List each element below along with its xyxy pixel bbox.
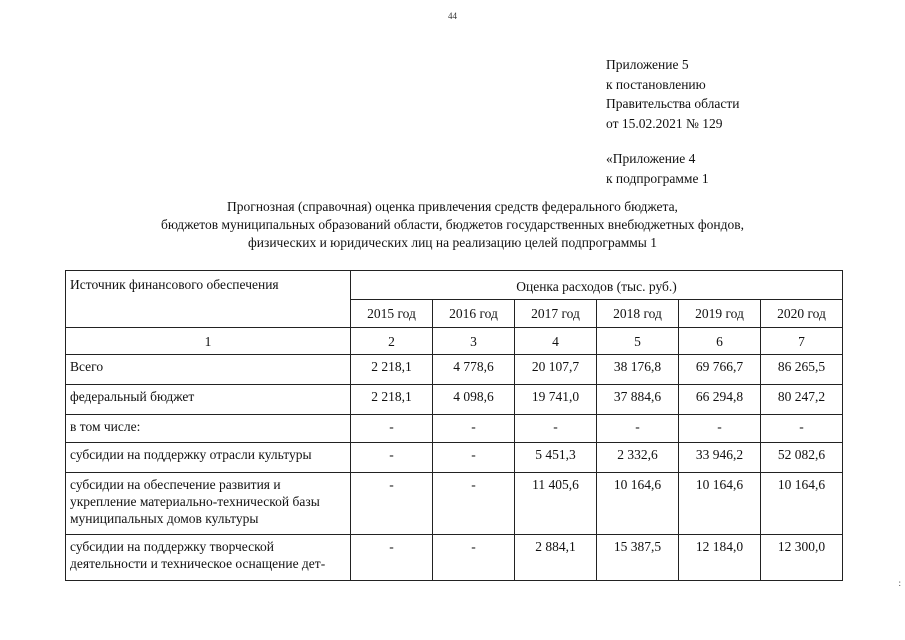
- row-label: федеральный бюджет: [66, 385, 351, 415]
- cell-value: 20 107,7: [515, 355, 597, 385]
- cell-value: 52 082,6: [761, 443, 843, 473]
- row-label: Всего: [66, 355, 351, 385]
- column-number: 1: [66, 328, 351, 355]
- expense-group-header: Оценка расходов (тыс. руб.): [351, 271, 843, 300]
- year-header: 2015 год: [351, 300, 433, 328]
- column-number-row: [66, 328, 843, 355]
- page-number: 44: [448, 11, 457, 21]
- appendix-line: Приложение 5: [606, 57, 689, 72]
- row-label: субсидии на поддержку отрасли культуры: [66, 443, 351, 473]
- cell-value: 15 387,5: [597, 535, 679, 581]
- cell-value: 12 300,0: [761, 535, 843, 581]
- column-number: 5: [597, 328, 679, 355]
- cell-value: 69 766,7: [679, 355, 761, 385]
- cell-value: 19 741,0: [515, 385, 597, 415]
- title-line: бюджетов муниципальных образований области, бюджетов государственных внебюджетных фондов,: [160, 217, 745, 232]
- cell-value: 10 164,6: [679, 473, 761, 535]
- cell-value: -: [597, 415, 679, 443]
- cell-value: 2 332,6: [597, 443, 679, 473]
- cell-value: 86 265,5: [761, 355, 843, 385]
- cell-value: -: [351, 415, 433, 443]
- cell-value: 12 184,0: [679, 535, 761, 581]
- appendix-line: к постановлению: [606, 76, 706, 92]
- cell-value: 37 884,6: [597, 385, 679, 415]
- cell-value: 66 294,8: [679, 385, 761, 415]
- cell-value: 11 405,6: [515, 473, 597, 535]
- table-row: [66, 415, 843, 443]
- column-number: 3: [433, 328, 515, 355]
- cell-value: 2 218,1: [351, 355, 433, 385]
- column-number: 6: [679, 328, 761, 355]
- table-row: [66, 385, 843, 415]
- title-line: Прогнозная (справочная) оценка привлечения средств федерального бюджета,: [227, 199, 678, 214]
- table-header-row: [66, 271, 843, 300]
- table-row: [66, 473, 843, 535]
- cell-value: -: [515, 415, 597, 443]
- row-label: субсидии на обеспечение развития и укрепление материально-технической базы муниципальных домов культуры: [66, 473, 351, 535]
- cell-value: -: [351, 443, 433, 473]
- table-row: [66, 355, 843, 385]
- document-title: [0, 198, 905, 252]
- column-number: 7: [761, 328, 843, 355]
- appendix-line: «Приложение 4: [606, 151, 696, 166]
- cell-value: -: [351, 535, 433, 581]
- appendix-line: к подпрограмме 1: [606, 170, 709, 186]
- year-header: 2018 год: [597, 300, 679, 328]
- column-number: 4: [515, 328, 597, 355]
- cell-value: -: [351, 473, 433, 535]
- source-column-header: Источник финансового обеспечения: [66, 271, 351, 328]
- cell-value: 4 098,6: [433, 385, 515, 415]
- cell-value: -: [679, 415, 761, 443]
- cell-value: 10 164,6: [597, 473, 679, 535]
- budget-table: [65, 270, 843, 581]
- year-header: 2017 год: [515, 300, 597, 328]
- cell-value: 5 451,3: [515, 443, 597, 473]
- cell-value: -: [761, 415, 843, 443]
- cell-value: -: [433, 443, 515, 473]
- year-header: 2020 год: [761, 300, 843, 328]
- cell-value: 80 247,2: [761, 385, 843, 415]
- cell-value: 2 218,1: [351, 385, 433, 415]
- year-header: 2019 год: [679, 300, 761, 328]
- appendix-block: [606, 55, 739, 188]
- cell-value: 33 946,2: [679, 443, 761, 473]
- table-row: [66, 535, 843, 581]
- cell-value: 4 778,6: [433, 355, 515, 385]
- margin-mark: :: [898, 578, 901, 588]
- cell-value: -: [433, 415, 515, 443]
- cell-value: 10 164,6: [761, 473, 843, 535]
- cell-value: -: [433, 535, 515, 581]
- row-label: в том числе:: [66, 415, 351, 443]
- title-line: физических и юридических лиц на реализацию целей подпрограммы 1: [248, 235, 657, 250]
- cell-value: -: [433, 473, 515, 535]
- row-label: субсидии на поддержку творческой деятельности и техническое оснащение дет-: [66, 535, 351, 581]
- year-header: 2016 год: [433, 300, 515, 328]
- appendix-line: от 15.02.2021 № 129: [606, 115, 723, 131]
- column-number: 2: [351, 328, 433, 355]
- cell-value: 38 176,8: [597, 355, 679, 385]
- table-row: [66, 443, 843, 473]
- cell-value: 2 884,1: [515, 535, 597, 581]
- appendix-line: Правительства области: [606, 96, 740, 111]
